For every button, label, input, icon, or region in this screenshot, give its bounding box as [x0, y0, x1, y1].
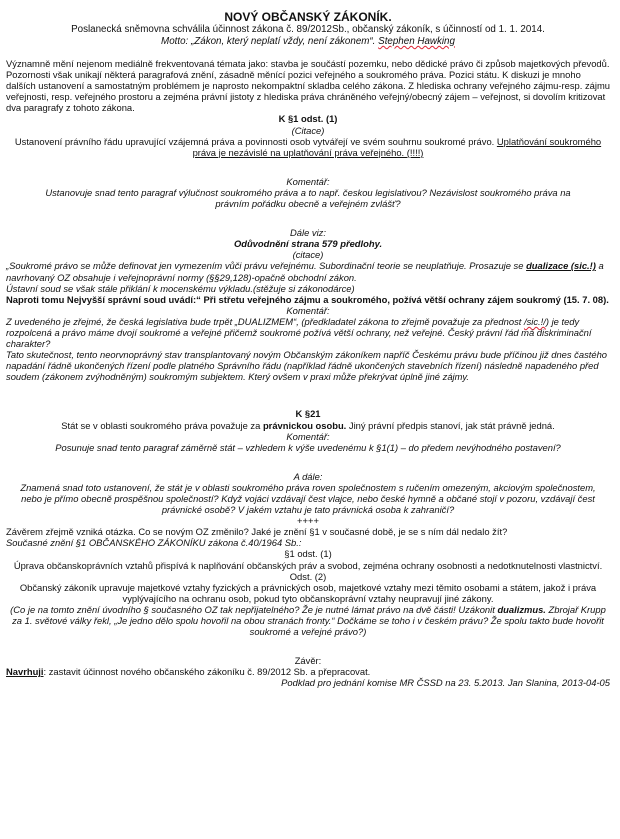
motto-label: Motto: — [161, 36, 189, 47]
nss-quote — [6, 294, 610, 305]
komentar3-label: Komentář: — [286, 430, 330, 442]
komentar2-sic: /sic.!/ — [523, 315, 546, 327]
motto-author: Stephen Hawking — [378, 36, 455, 47]
komentar3-text: Posunuje snad tento paragraf záměrně stát – vzhledem k výše uvedenému k §1(1) – do předem nevýhodného postavení? — [55, 441, 561, 453]
komentar1-text: Ustanovuje snad tento paragraf výlučnost soukromého práva a to např. českou legislativou? Nezávislost soukromého práva na právním pořádku obecně a veřejném zvlášť? — [45, 186, 571, 210]
intro-paragraph: Významně mění nejenom mediálně frekventovaná témata jako: stavba je součástí pozemku, nebo dědické právo či způsob majetkových převodů. Pozornosti však unikají některá paragrafová znění, zásadně měnící pozici veřejného a soukromého práva. Pozici státu. K diskuzi je mnoho dalších ustanovení a samostatným problémem je naprosto nekompaktní skladba celého zákona. Z hlediska ochrany veřejného zájmu-resp. zájmu veřejnosti, resp. veřejného prostoru a zejména právní jistoty z hlediska práva chráněného veřejný/obecný zájem – veřejnost, si dovolím kritizovat dva paragrafy z tohoto zákona. — [6, 58, 610, 114]
quote-paragraph — [6, 260, 610, 282]
section1-citace: (Citace) — [291, 124, 325, 136]
section1-text-underlined: Uplatňování soukromého práva je nezávislé na uplatňování práva veřejného. (!!!!) — [192, 135, 602, 158]
document-page — [6, 10, 610, 689]
quote-dualizace: dualizace (sic.!) — [526, 260, 596, 272]
navrhuji-text: : zastavit účinnost nového občanského zákoníku č. 89/2012 Sb. a přepracovat. — [43, 666, 371, 678]
motto — [6, 36, 610, 48]
section2-text-a: Stát se v oblasti soukromého práva považuje za — [61, 419, 261, 431]
separator: ++++ — [297, 515, 319, 527]
quote-a: „Soukromé právo se může definovat jen vymezením vůči právu veřejnému. Subordinační teorie se neuplatňuje. Prosazuje se — [6, 260, 524, 272]
nss-b: (15. 7. 08). — [563, 293, 609, 305]
komentar2-c: Tato skutečnost, tento neorvnoprávný stav transplantovaný novým Občanským zákoníkem napříč Českému právu bude příčinou již dnes častého napadání řádně ukončených řízení podle platného Správního řádu (například řádně ukončených stavebních řízení) následně napadeného před soudem (zákonem zvýhodněným) soukromým subjektem. Který ovšem v praxi může překrývat úplně jiné zájmy. — [6, 349, 608, 383]
podklad-footer: Podklad pro jednání komise MR ČSSD na 23. 5.2013. Jan Slanina, 2013-04-05 — [281, 677, 610, 689]
a-dale: A dále: — [293, 470, 323, 482]
odst1-heading: §1 odst. (1) — [284, 548, 332, 560]
section2-text-b: právnickou osobu. — [262, 419, 347, 431]
final-q-a: (Co je na tomto znění úvodního § současného OZ tak nepřijatelného? Že je nutné lámat právo na dvě části! Uzákonit — [10, 603, 495, 615]
komentar2-a: Z uvedeného je zřejmé, že česká legislativa bude trpět „DUALIZMEM“, (předkladatel zákona to zřejmě považuje za přednost — [6, 315, 522, 327]
oduvodneni: Odůvodnění strana 579 předlohy. — [233, 238, 383, 250]
odst2-heading: Odst. (2) — [289, 570, 327, 582]
navrhuji-label: Navrhuji — [6, 666, 44, 678]
section2-text — [6, 420, 610, 431]
odst2-text: Občanský zákoník upravuje majetkové vztahy fyzických a právnických osob, majetkové vztahy mezi těmito osobami a státem, jakož i práva vyplývajícího na ochranu osob, pokud tyto občanskoprávní vztahy neupravují jiné zákony. — [19, 581, 597, 604]
section1-text — [6, 136, 610, 158]
citace2: (citace) — [292, 249, 324, 261]
komentar2-label: Komentář: — [286, 304, 330, 316]
nss-a: Naproti tomu Nejvyšší správní soud uvádí:“ Při střetu veřejného zájmu a soukromého, požívá větší ochrany zájem soukromý — [6, 293, 561, 305]
dale-viz: Dále viz: — [290, 227, 326, 239]
quote-b: a navrhovaný OZ obsahuje i veřejnoprávní normy (§§29,128)-opačně obchodní zákon. — [6, 260, 604, 283]
section2-heading: K §21 — [295, 408, 321, 420]
document-title: NOVÝ OBČANSKÝ ZÁKONÍK. — [224, 10, 392, 24]
odst1-text: Úprava občanskoprávních vztahů přispívá k naplňování občanských práv a svobod, zejména ochrany osobnosti a nedotknutelnosti vlastnictví. — [13, 559, 603, 571]
document-subtitle: Poslanecká sněmovna schválila účinnost zákona č. 89/2012Sb., občanský zákoník, s účinností od 1. 1. 2014. — [71, 24, 545, 35]
motto-text: „Zákon, který neplatí vždy, není zákonem“. — [191, 36, 376, 47]
komentar2-paragraph — [6, 316, 610, 349]
section2-text-c: Jiný právní předpis stanoví, jak stát právně jedná. — [348, 419, 555, 431]
final-q-bold: dualizmus. — [497, 603, 546, 615]
navrhuji-line — [6, 666, 610, 677]
komentar1-label: Komentář: — [286, 175, 330, 187]
section1-text-plain: Ustanovení právního řádu upravující vzájemná práva a povinnosti osob vytvářejí ve svém souhrnu soukromé právo. — [14, 135, 495, 147]
zaver-question: Závěrem zřejmě vzniká otázka. Co se novým OZ změnilo? Jaké je znění §1 v současné době, je se s ním dál nedalo žít? — [6, 526, 508, 538]
soucasne-zneni: Současné znění §1 OBČANSKÉHO ZÁKONÍKU zákona č.40/1964 Sb.: — [6, 537, 302, 549]
zaver-label: Závěr: — [294, 655, 322, 667]
final-question — [6, 604, 610, 637]
section1-heading: K §1 odst. (1) — [278, 113, 338, 125]
final-q-b: Zbrojař Krupp za 1. světové války řekl, „Je jedno dělo spolu hovořil na obou stranách fronty.“ Dočkáme se toho i v českém právu? Že spolu takto bude hovořit soukromé a veřejné právo?) — [12, 603, 606, 638]
quote-c: Ústavní soud se však stále přiklání k mocenskému výkladu.(stěžuje si zákonodárce) — [6, 282, 355, 294]
a-dale-text: Znamená snad toto ustanovení, že stát je v oblasti soukromého práva roven společnostem s ručením omezeným, akciovým společnostem, nebo je přímo obecně prospěšnou společností? Když vojáci vzdávají čest vlajce, nebo české hymně a občané stojí v pozoru, vzdávají čest právnické osobě? V jakém vztahu je tato právnická osoba k zahraničí? — [20, 481, 596, 516]
komentar2-b: ) je tedy rozpolcená a právo máme dvojí soukromé a veřejné přičemž soukromé požívá větší ochrany, než veřejné. Český právní řád má diskriminační charakter? — [6, 315, 592, 350]
